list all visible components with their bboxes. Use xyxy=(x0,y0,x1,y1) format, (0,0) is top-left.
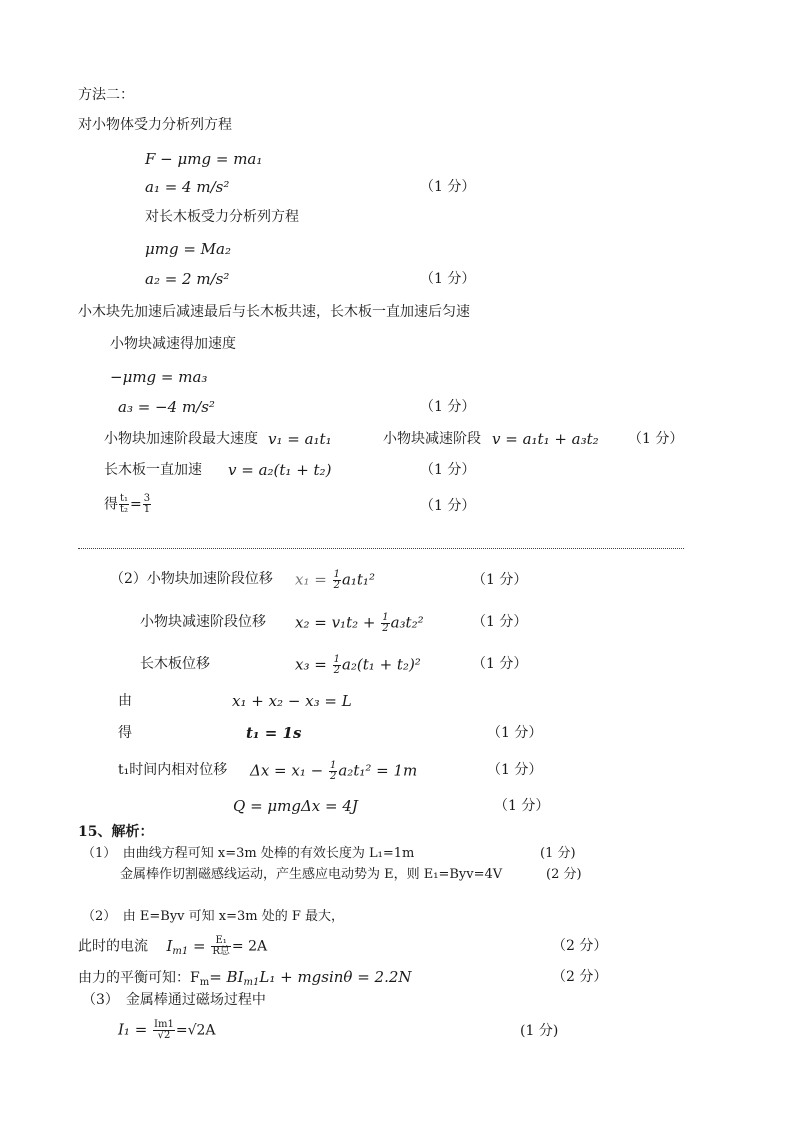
equation-9: v = a₂(t₁ + t₂) xyxy=(228,461,332,479)
part2-label: （2）小物块加速阶段位移 xyxy=(110,571,273,587)
p3-line-a: （3） 金属棒通过磁场过程中 xyxy=(82,992,266,1008)
score-Q: （1 分） xyxy=(494,798,550,814)
p2-line-a: （2） 由 E=Byv 可知 x=3m 处的 F 最大， xyxy=(82,909,345,924)
score-x1: （1 分） xyxy=(472,572,528,588)
t1-equation: t₁ = 1s xyxy=(246,724,302,742)
you-label: 由 xyxy=(118,693,132,709)
p3-line-b: I₁ = $\frac{Im1}{√2}$ =√2A xyxy=(118,1019,216,1041)
score-eq6: （1 分） xyxy=(420,399,476,415)
score-x2: （1 分） xyxy=(472,614,528,630)
equation-6: a₃ = −4 m/s² xyxy=(118,398,215,416)
max-speed-label: 小物块加速阶段最大速度 xyxy=(104,431,258,447)
score-eq4: （1 分） xyxy=(420,271,476,287)
sum-equation: x₁ + x₂ − x₃ = L xyxy=(232,692,352,710)
score-eq2: （1 分） xyxy=(420,179,476,195)
equation-8: v = a₁t₁ + a₃t₂ xyxy=(492,430,599,448)
Im1-symbol: $I_{m1}$ = xyxy=(166,936,211,957)
dotted-divider xyxy=(78,548,684,549)
de-label: 得 xyxy=(104,496,118,513)
decel-stage-label: 小物块减速阶段 xyxy=(383,431,481,447)
score-ratio: （1 分） xyxy=(420,498,476,514)
process-description: 小木块先加速后减速最后与长木板共速，长木板一直加速后匀速 xyxy=(78,304,470,320)
score-eq9: （1 分） xyxy=(420,462,476,478)
three-one-fraction: $\frac{3}{1}$ xyxy=(143,493,151,515)
p2-line-c: 由力的平衡可知：$F_m= BI_{m1}L_1 + mgsin\theta = 2.2N$ xyxy=(78,968,412,988)
score-p1a: (1 分) xyxy=(540,846,576,861)
x2-equation: x₂ = v₁t₂ + $\frac{1}{2}$ a₃t₂² xyxy=(295,612,424,634)
score-p3b: (1 分) xyxy=(520,1023,559,1039)
x1-equation: x₁ = $\frac{1}{2}$ a₁t₁² xyxy=(295,569,375,591)
score-p2c: （2 分） xyxy=(552,969,608,985)
equation-2: a₁ = 4 m/s² xyxy=(145,178,230,196)
de2-label: 得 xyxy=(118,725,132,741)
equation-1: F − μmg = ma₁ xyxy=(145,150,263,168)
x3-equation: x₃ = $\frac{1}{2}$ a₂(t₁ + t₂)² xyxy=(295,654,421,676)
ratio-line: 得 $\frac{\text{t₁}}{\text{t₂}}$ = $\frac{3}{1}$ xyxy=(104,493,151,515)
board-disp-label: 长木板位移 xyxy=(140,656,210,672)
score-t1: （1 分） xyxy=(487,725,543,741)
small-object-analysis: 对小物体受力分析列方程 xyxy=(78,117,232,133)
score-dx: （1 分） xyxy=(487,762,543,778)
p2-line-b: 此时的电流 $I_{m1}$ = $\frac{\text{E₁}}{\text{R总}}$ = 2A xyxy=(78,935,268,957)
equation-3: μmg = Ma₂ xyxy=(145,240,231,258)
rel-label: t₁时间内相对位移 xyxy=(118,762,228,778)
dx-equation: Δx = x₁ − $\frac{1}{2}$ a₂t₁² = 1m xyxy=(250,760,418,782)
score-p1b: (2 分) xyxy=(546,867,582,882)
t-ratio-fraction: $\frac{\text{t₁}}{\text{t₂}}$ xyxy=(120,493,129,515)
equation-4: a₂ = 2 m/s² xyxy=(145,270,230,288)
method-heading: 方法二： xyxy=(78,87,134,103)
equation-7: v₁ = a₁t₁ xyxy=(268,430,332,448)
decel-label: 小物块减速得加速度 xyxy=(110,336,236,352)
p2-current-label: 此时的电流 xyxy=(78,938,148,955)
E1-R-fraction: $\frac{\text{E₁}}{\text{R总}}$ xyxy=(212,935,230,957)
score-eq8: （1 分） xyxy=(628,431,684,447)
Q-equation: Q = μmgΔx = 4J xyxy=(233,797,358,815)
p1-line-b: 金属棒作切割磁感线运动，产生感应电动势为 E，则 E₁=Byv=4V xyxy=(120,867,503,882)
q15-heading: 15、解析： xyxy=(78,824,154,840)
board-accel-label: 长木板一直加速 xyxy=(104,462,202,478)
equation-5: −μmg = ma₃ xyxy=(110,368,208,386)
Im1-sqrt2-fraction: $\frac{Im1}{√2}$ xyxy=(154,1019,174,1041)
decel-disp-label: 小物块减速阶段位移 xyxy=(140,614,266,630)
score-x3: （1 分） xyxy=(472,656,528,672)
p1-line-a: （1） 由曲线方程可知 x=3m 处棒的有效长度为 L₁=1m xyxy=(82,846,415,861)
score-p2b: （2 分） xyxy=(552,938,608,954)
long-board-analysis: 对长木板受力分析列方程 xyxy=(145,209,299,225)
